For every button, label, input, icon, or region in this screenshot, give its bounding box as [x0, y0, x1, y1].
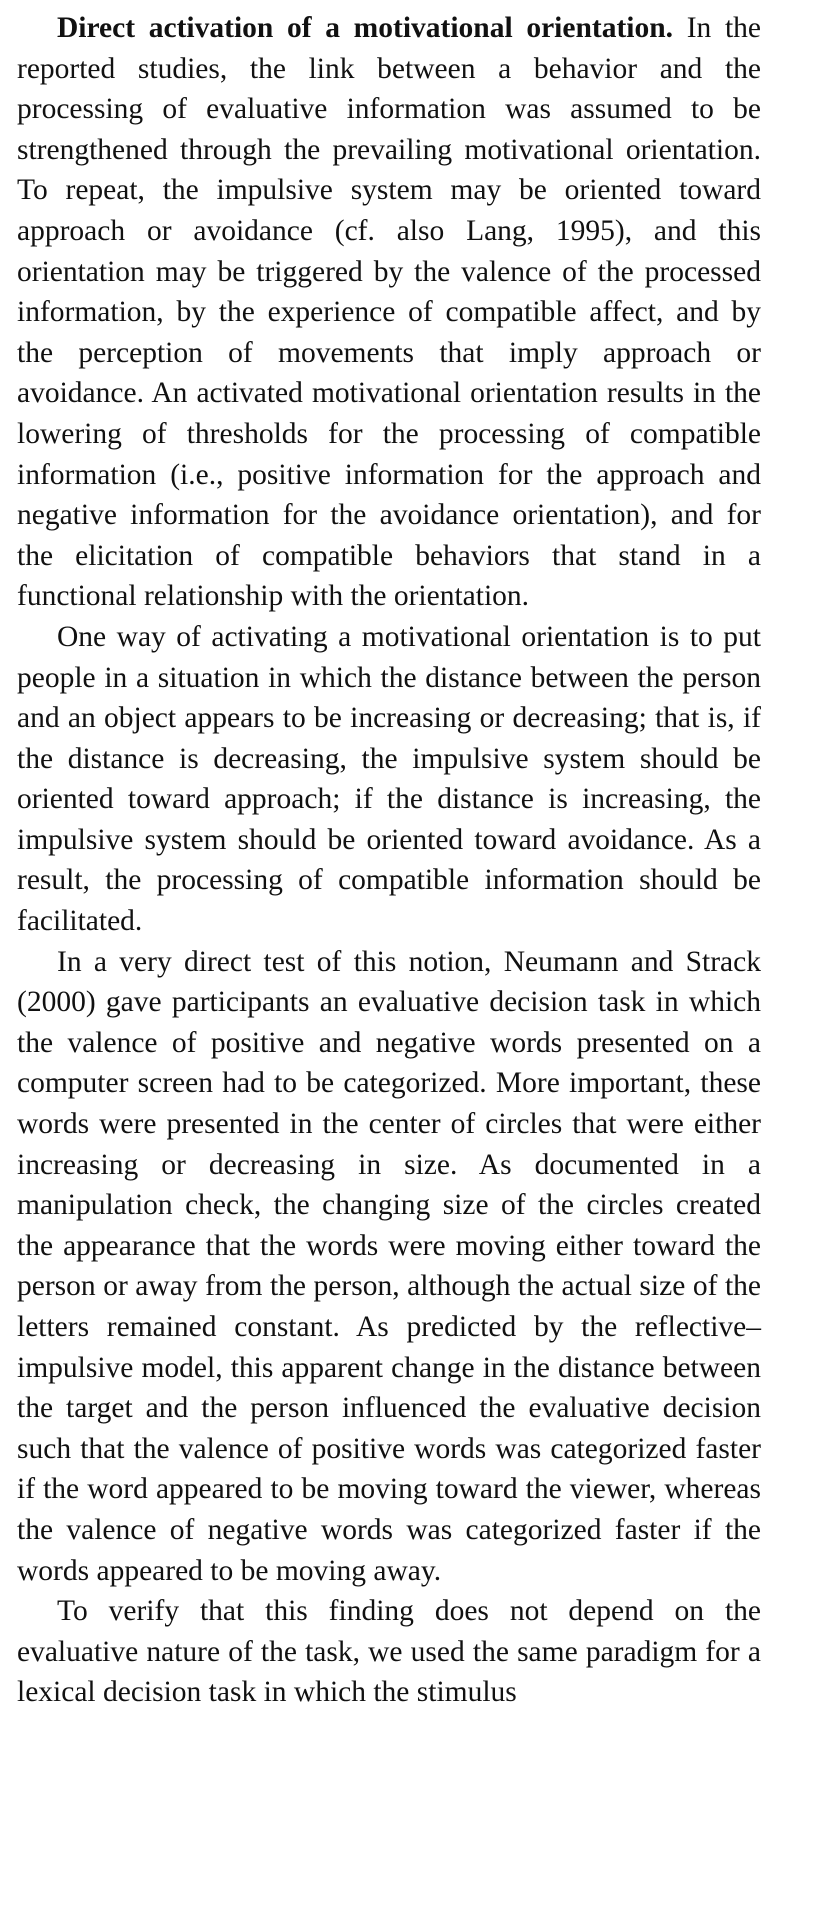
document-page [17, 8, 761, 1713]
body-paragraph-4: To verify that this finding does not depend on the evaluative nature of the task, we used the same paradigm for a lexical decision task in which the stimulus [17, 1595, 761, 1709]
paragraph-text-1: In the reported studies, the link between a behavior and the processing of evaluative information was assumed to be strengthened through the prevailing motivational orientation. To repeat, the impulsive system may be oriented toward approach or avoidance (cf. also Lang, 1995), and this orientation may be triggered by the valence of the processed information, by the experience of compatible affect, and by the perception of movements that imply approach or avoidance. An activated motivational orientation results in the lowering of thresholds for the processing of compatible information (i.e., positive information for the approach and negative information for the avoidance orientation), and for the elicitation of compatible behaviors that stand in a functional relationship with the orientation. [17, 12, 761, 613]
body-paragraph-1 [17, 8, 761, 617]
section-heading: Direct activation of a motivational orientation. [57, 12, 673, 44]
body-paragraph-2: One way of activating a motivational orientation is to put people in a situation in which the distance between the person and an object appears to be increasing or decreasing; that is, if the distance is decreasing, the impulsive system should be oriented toward approach; if the distance is increasing, the impulsive system should be oriented toward avoidance. As a result, the processing of compatible information should be facilitated. [17, 620, 761, 938]
body-paragraph-3: In a very direct test of this notion, Neumann and Strack (2000) gave participants an evaluative decision task in which the valence of positive and negative words presented on a computer screen had to be categorized. More important, these words were presented in the center of circles that were either increasing or decreasing in size. As documented in a manipulation check, the changing size of the circles created the appearance that the words were moving either toward the person or away from the person, although the actual size of the letters remained constant. As predicted by the reflective–impulsive model, this apparent change in the distance between the target and the person influenced the evaluative decision such that the valence of positive words was categorized faster if the word appeared to be moving toward the viewer, whereas the valence of negative words was categorized faster if the words appeared to be moving away. [17, 945, 761, 1587]
